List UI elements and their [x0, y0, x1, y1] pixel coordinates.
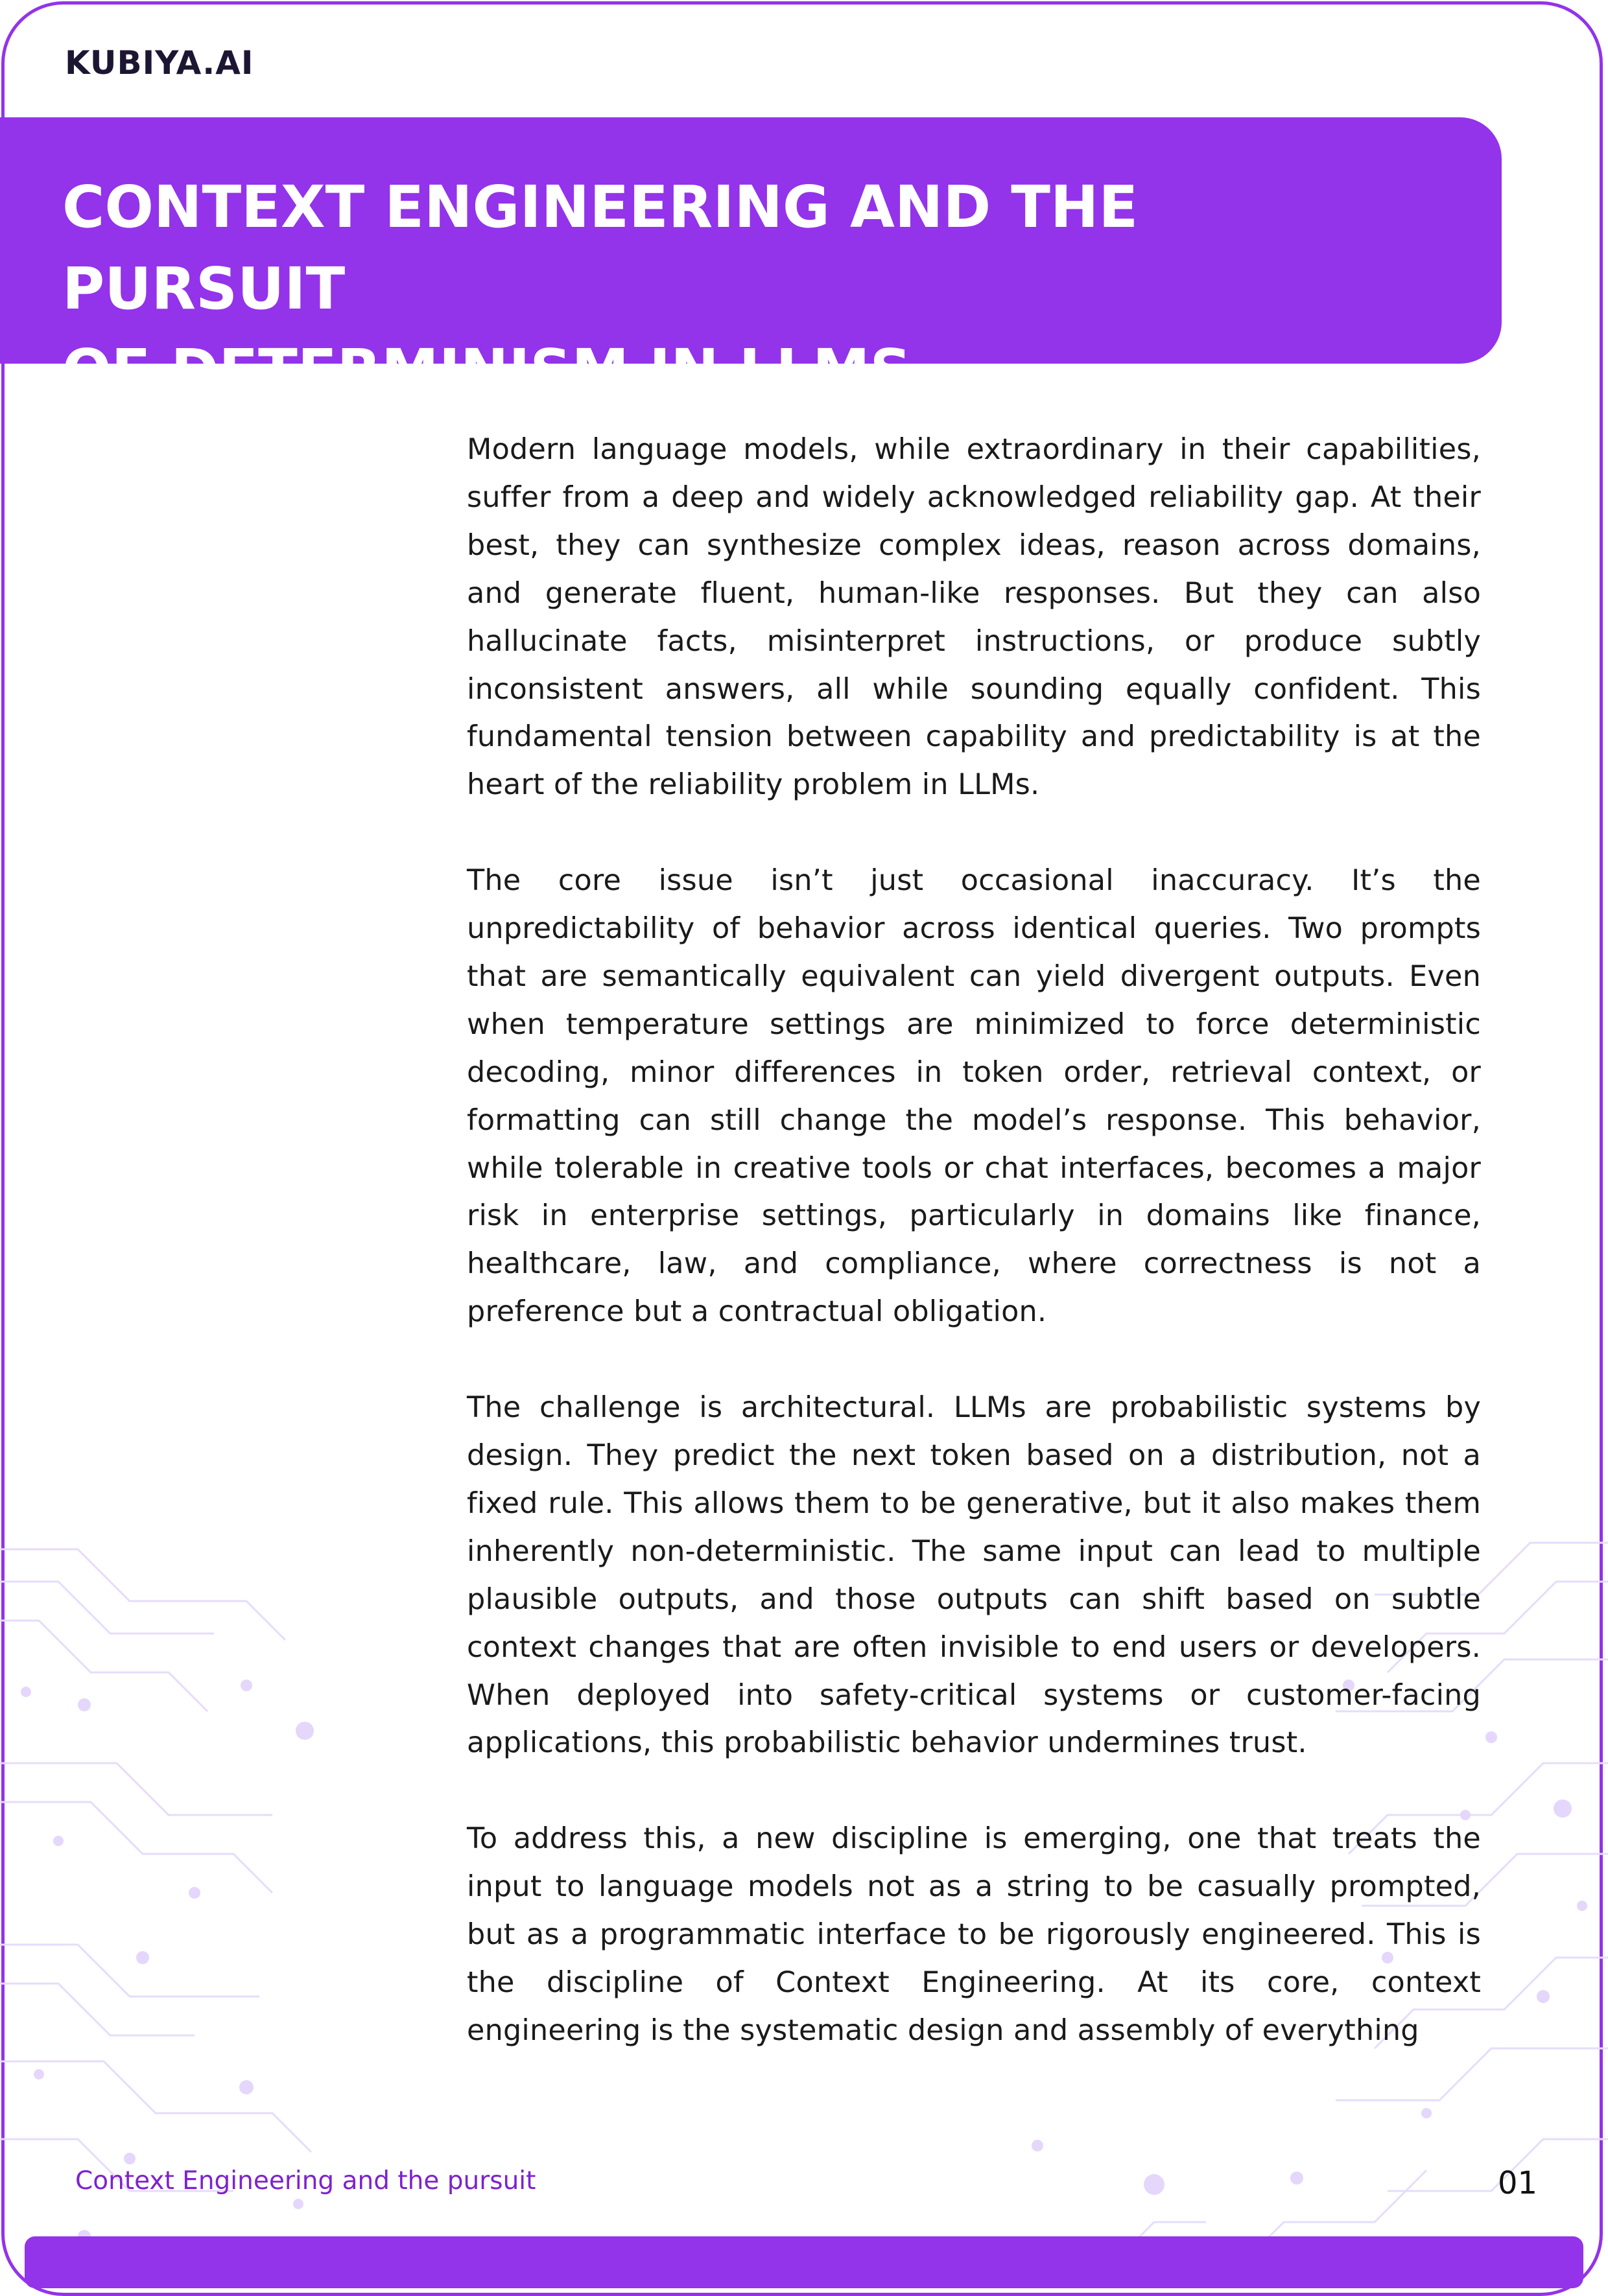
company-logo: KUBIYA.AI [65, 44, 254, 82]
body-paragraph: To address this, a new discipline is emerging, one that treats the input to language models not as a string to be casually prompted, but as a programmatic interface to be rigorously engineered. This is the discipline of Context Engineering. At its core, context engineering is the systematic design and assembly of everything [467, 1822, 1481, 2047]
body-paragraph: The challenge is architectural. LLMs are probabilistic systems by design. They predict the next token based on a distribution, not a fixed rule. This allows them to be generative, but it also makes them inherently non-deterministic. The same input can lead to multiple plausible outputs, and those outputs can shift based on subtle context changes that are often invisible to end users or developers. When deployed into safety-critical systems or customer-facing applications, this probabilistic behavior undermines trust. [467, 1391, 1481, 1760]
footer-document-title: Context Engineering and the pursuit [75, 2166, 536, 2196]
page-number: 01 [1498, 2165, 1538, 2201]
body-paragraph: Modern language models, while extraordinary in their capabilities, suffer from a deep and widely acknowledged reliability gap. At their best, they can synthesize complex ideas, reason across domains, and generate fluent, human-like responses. But they can also hallucinate facts, misinterpret instructions, or produce subtly inconsistent answers, all while sounding equally confident. This fundamental tension between capability and predictability is at the heart of the reliability problem in LLMs. [467, 433, 1481, 802]
page-title: CONTEXT ENGINEERING AND THE PURSUIT OF DETERMINISM IN LLMS [62, 173, 1139, 404]
article-body [467, 426, 1481, 2055]
footer-bar [25, 2236, 1583, 2288]
body-paragraph: The core issue isn’t just occasional inaccuracy. It’s the unpredictability of behavior across identical queries. Two prompts that are semantically equivalent can yield divergent outputs. Even when temperature settings are minimized to force deterministic decoding, minor differences in token order, retrieval context, or formatting can still change the model’s response. This behavior, while tolerable in creative tools or chat interfaces, becomes a major risk in enterprise settings, particularly in domains like finance, healthcare, law, and compliance, where correctness is not a preference but a contractual obligation. [467, 864, 1481, 1329]
